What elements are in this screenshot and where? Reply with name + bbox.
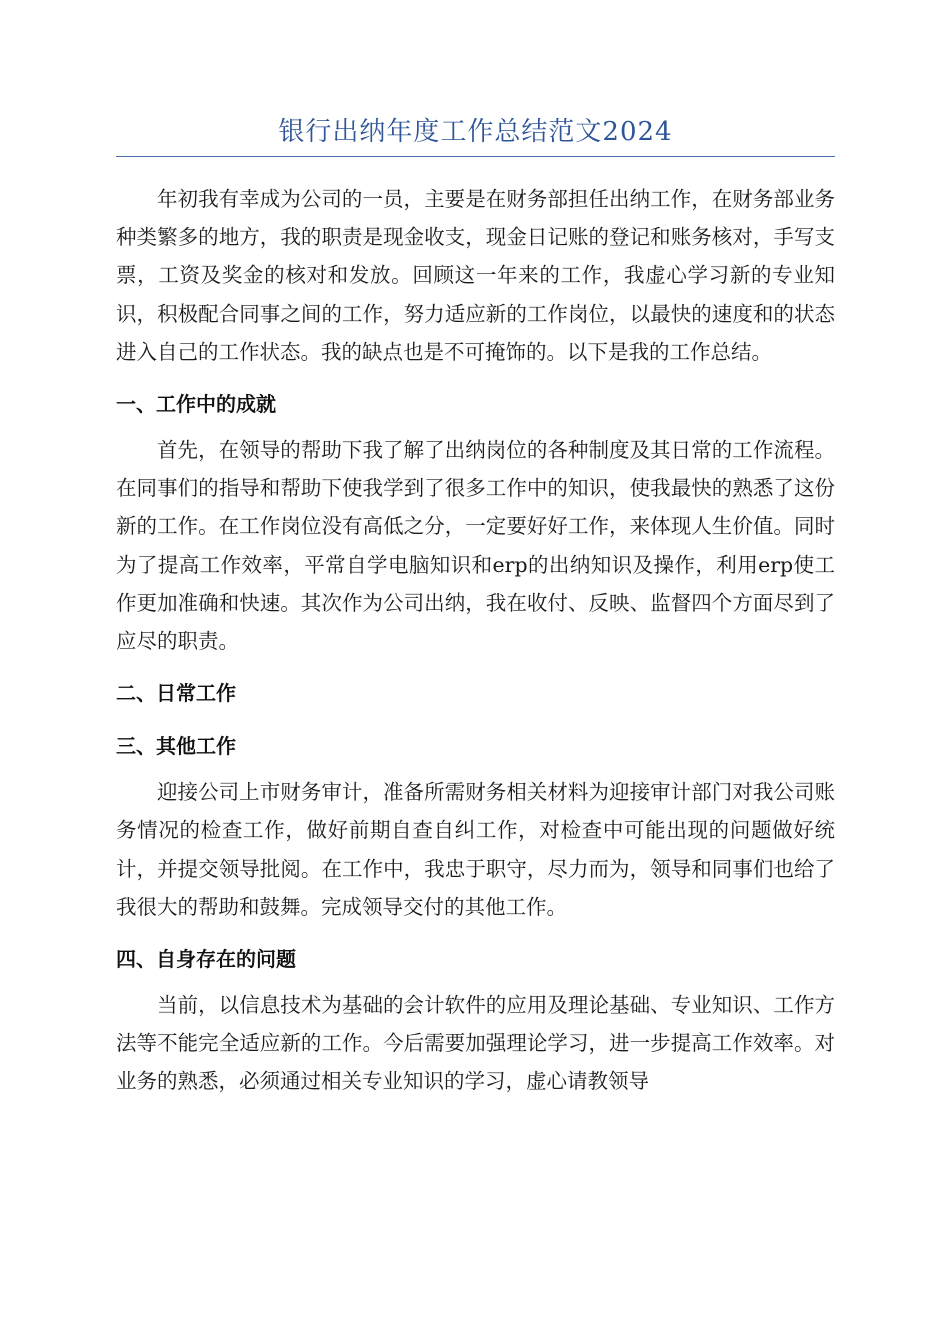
section-body-other-work: 迎接公司上市财务审计，准备所需财务相关材料为迎接审计部门对我公司账务情况的检查工作，做好前期自查自纠工作，对检查中可能出现的问题做好统计，并提交领导批阅。在工作中，我忠于职守，尽力而为，领导和同事们也给了我很大的帮助和鼓舞。完成领导交付的其他工作。 [116, 780, 835, 919]
section-body-problems: 当前，以信息技术为基础的会计软件的应用及理论基础、专业知识、工作方法等不能完全适应新的工作。今后需要加强理论学习，进一步提高工作效率。对业务的熟悉，必须通过相关专业知识的学习，虚心请教领导 [116, 993, 835, 1094]
section-heading-problems: 四、自身存在的问题 [116, 947, 296, 972]
document-page [116, 112, 835, 1101]
section-heading-other-work: 三、其他工作 [116, 734, 236, 759]
section-body-achievements: 首先，在领导的帮助下我了解了出纳岗位的各种制度及其日常的工作流程。在同事们的指导和帮助下使我学到了很多工作中的知识，使我最快的熟悉了这份新的工作。在工作岗位没有高低之分，一定要好好工作，来体现人生价值。同时为了提高工作效率，平常自学电脑知识和erp的出纳知识及操作，利用erp使工作更加准确和快速。其次作为公司出纳，我在收付、反映、监督四个方面尽到了应尽的职责。 [116, 438, 835, 654]
title-block [116, 112, 835, 157]
section-heading-achievements: 一、工作中的成就 [116, 392, 276, 417]
section-heading-daily-work: 二、日常工作 [116, 681, 236, 706]
intro-paragraph: 年初我有幸成为公司的一员，主要是在财务部担任出纳工作，在财务部业务种类繁多的地方，我的职责是现金收支，现金日记账的登记和账务核对，手写支票，工资及奖金的核对和发放。回顾这一年来的工作，我虚心学习新的专业知识，积极配合同事之间的工作，努力适应新的工作岗位，以最快的速度和的状态进入自己的工作状态。我的缺点也是不可掩饰的。以下是我的工作总结。 [116, 187, 835, 364]
document-title: 银行出纳年度工作总结范文2024 [278, 117, 673, 147]
